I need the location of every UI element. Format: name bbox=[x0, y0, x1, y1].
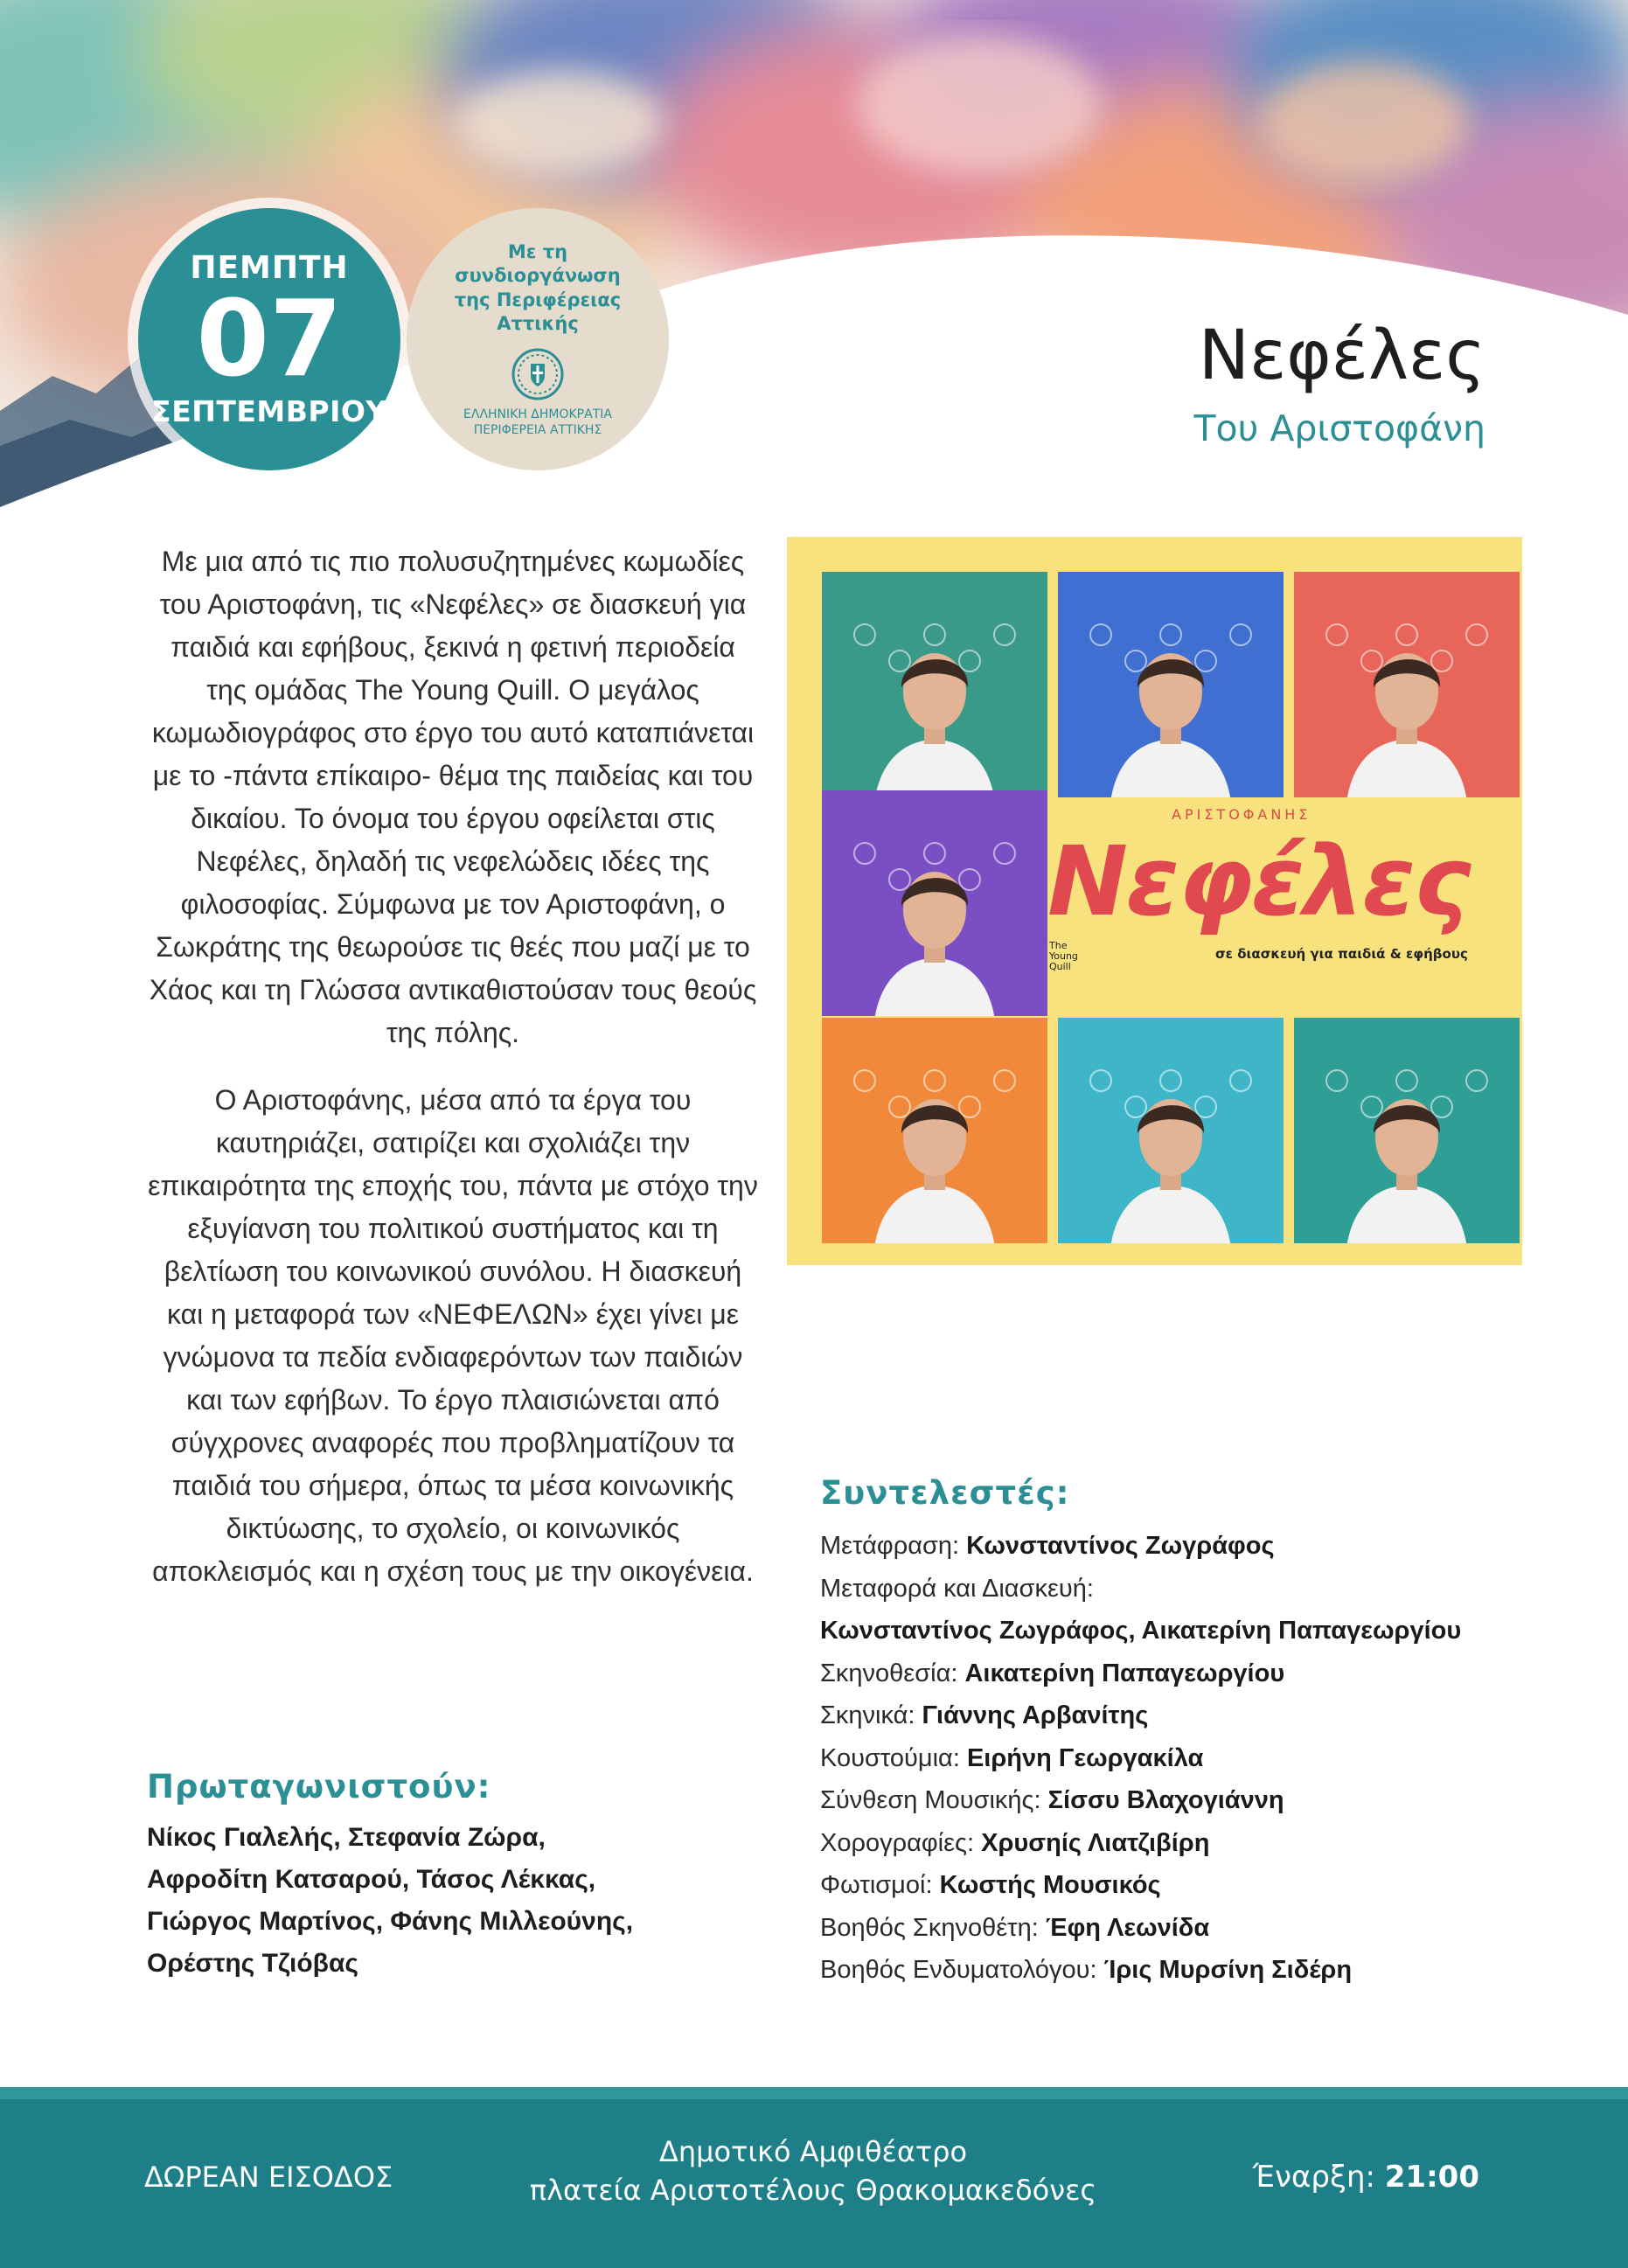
greek-coat-of-arms-icon bbox=[510, 346, 566, 402]
poster-subtitle: σε διασκευή για παιδιά & εφήβους bbox=[1215, 946, 1468, 962]
actor-portrait bbox=[847, 827, 1022, 1016]
credit-name: Σίσσυ Βλαχογιάννη bbox=[1047, 1786, 1284, 1814]
start-time-label: Έναρξη: bbox=[1252, 2160, 1385, 2195]
footer-bar bbox=[0, 2087, 1628, 2268]
start-time bbox=[1253, 2087, 1479, 2268]
play-poster bbox=[787, 537, 1522, 1265]
cosponsor-org-line1: ΕΛΛΗΝΙΚΗ ΔΗΜΟΚΡΑΤΙΑ bbox=[463, 407, 612, 422]
description bbox=[147, 540, 759, 1618]
credit-name: Χρυσηίς Λιατζιβίρη bbox=[981, 1828, 1210, 1857]
credit-row bbox=[820, 1907, 1537, 1950]
venue-address: πλατεία Αριστοτέλους Θρακομακεδόνες bbox=[529, 2174, 1097, 2207]
credit-row bbox=[820, 1822, 1537, 1865]
credit-name: Ίρις Μυρσίνη Σιδέρη bbox=[1103, 1956, 1353, 1984]
poster-tile-7 bbox=[1294, 1018, 1520, 1243]
credit-row bbox=[820, 1779, 1537, 1822]
description-paragraph-2: Ο Αριστοφάνης, μέσα από τα έργα του καυτηριάζει, σατιρίζει και σχολιάζει την επικαιρότητα της εποχής του, πάντα με στόχο την εξυγίανση του πολιτικού συστήματος και τη βελτίωση του κοινωνικού συνόλου. Η διασκευή και η μεταφορά των «ΝΕΦΕΛΩΝ» έχει γίνει με γνώμονα τα πεδία ενδιαφερόντων των παιδιών και των εφήβων. Το έργο πλαισιώνεται από σύγχρονες αναφορές που προβληματίζουν τα παιδιά του σήμερα, όπως τα μέσα κοινωνικής δικτύωσης, το σχολείο, οι κοινωνικός αποκλεισμός και η σχέση τους με την οικογένεια. bbox=[148, 1084, 758, 1587]
play-title: Νεφέλες bbox=[1198, 317, 1485, 395]
credit-name: Ειρήνη Γεωργακίλα bbox=[966, 1743, 1204, 1772]
cast-line: Αφροδίτη Κατσαρού, Τάσος Λέκκας, bbox=[147, 1865, 596, 1894]
poster-company-logo: The Young Quill bbox=[1049, 940, 1078, 973]
actor-portrait bbox=[1083, 1054, 1258, 1243]
cast-list bbox=[147, 1817, 689, 1985]
credit-role: Σκηνικά: bbox=[820, 1701, 922, 1729]
cosponsor-text: Με τη συνδιοργάνωση της Περιφέρειας Αττικής bbox=[454, 240, 622, 334]
poster-tile-1 bbox=[822, 572, 1047, 797]
free-entry-label: ΔΩΡΕΑΝ ΕΙΣΟΔΟΣ bbox=[144, 2160, 393, 2194]
poster-tile-6 bbox=[1058, 1018, 1284, 1243]
credit-role: Χορογραφίες: bbox=[820, 1828, 982, 1857]
credit-row bbox=[820, 1652, 1537, 1695]
credit-name: Κωνσταντίνος Ζωγράφος bbox=[966, 1532, 1275, 1560]
poster-tile-5 bbox=[822, 1018, 1047, 1243]
cast-line: Ορέστης Τζιόβας bbox=[147, 1949, 359, 1978]
credit-name: Κωστής Μουσικός bbox=[939, 1871, 1161, 1899]
credit-role: Σύνθεση Μουσικής: bbox=[820, 1786, 1048, 1814]
credit-role: Βοηθός Σκηνοθέτη: bbox=[820, 1913, 1046, 1942]
credits-heading: Συντελεστές: bbox=[820, 1474, 1070, 1512]
start-time-value: 21:00 bbox=[1384, 2160, 1479, 2195]
cosponsor-org-line2: ΠΕΡΙΦΕΡΕΙΑ ΑΤΤΙΚΗΣ bbox=[473, 422, 602, 437]
credit-role: Σκηνοθεσία: bbox=[820, 1659, 965, 1687]
credit-role: Μεταφορά και Διασκευή: bbox=[820, 1574, 1094, 1603]
venue bbox=[525, 2132, 1102, 2209]
credit-role: Κουστούμια: bbox=[820, 1743, 967, 1772]
cast-heading: Πρωταγωνιστούν: bbox=[147, 1768, 491, 1805]
event-weekday: ΠΕΜΠΤΗ bbox=[190, 250, 349, 286]
credit-row bbox=[820, 1568, 1537, 1611]
poster-title-block bbox=[1040, 790, 1508, 1016]
cosponsor-badge bbox=[407, 208, 669, 470]
description-paragraph-1: Με μια από τις πιο πολυσυζητημένες κωμωδίες του Αριστοφάνη, τις «Νεφέλες» σε διασκευή για παιδιά και εφήβους, ξεκινά η φετινή περιοδεία της ομάδας The Young Quill. Ο μεγάλος κωμωδιογράφος στο έργο του αυτό καταπιάνεται με το -πάντα επίκαιρο- θέμα της παιδείας και του δικαίου. Το όνομα του έργου οφείλεται στις Νεφέλες, δηλαδή τις νεφελώδεις ιδέες της φιλοσοφίας. Σύμφωνα με τον Αριστοφάνη, ο Σωκράτης της θεωρούσε τις θεές που μαζί με το Χάος και τη Γλώσσα αντικαθιστούσαν τους θεούς της πόλης. bbox=[149, 546, 757, 1048]
poster-tile-3 bbox=[1294, 572, 1520, 797]
cast-line: Γιώργος Μαρτίνος, Φάνης Μιλλεούνης, bbox=[147, 1907, 634, 1936]
actor-portrait bbox=[1319, 1054, 1494, 1243]
credit-row bbox=[820, 1864, 1537, 1907]
date-badge bbox=[138, 208, 400, 470]
credit-row bbox=[820, 1694, 1537, 1737]
credit-name: Έφη Λεωνίδα bbox=[1045, 1913, 1210, 1942]
actor-portrait bbox=[1083, 609, 1258, 797]
actor-portrait bbox=[1319, 609, 1494, 797]
poster-title: Νεφέλες bbox=[1047, 825, 1470, 937]
poster-tile-4 bbox=[822, 790, 1047, 1016]
play-subtitle: Του Αριστοφάνη bbox=[1193, 407, 1485, 449]
event-month: ΣΕΠΤΕΜΒΡΙΟΥ bbox=[151, 394, 387, 428]
credit-row bbox=[820, 1737, 1537, 1780]
credit-role: Φωτισμοί: bbox=[820, 1871, 940, 1899]
event-day: 07 bbox=[196, 279, 343, 400]
credit-role: Βοηθός Ενδυματολόγου: bbox=[820, 1956, 1104, 1984]
credit-name: Αικατερίνη Παπαγεωργίου bbox=[964, 1659, 1285, 1687]
actor-portrait bbox=[847, 609, 1022, 797]
cast-line: Νίκος Γιαλελής, Στεφανία Ζώρα, bbox=[147, 1823, 546, 1852]
credit-name: Γιάννης Αρβανίτης bbox=[922, 1701, 1149, 1729]
credit-row bbox=[820, 1949, 1537, 1992]
credit-row bbox=[820, 1525, 1537, 1568]
credit-name: Κωνσταντίνος Ζωγράφος, Αικατερίνη Παπαγεωργίου bbox=[820, 1617, 1462, 1645]
poster-author: ΑΡΙΣΤΟΦΑΝΗΣ bbox=[1172, 806, 1311, 823]
credits-list bbox=[820, 1525, 1537, 1992]
actor-portrait bbox=[847, 1054, 1022, 1243]
venue-name: Δημοτικό Αμφιθέατρο bbox=[658, 2135, 968, 2168]
poster-tile-2 bbox=[1058, 572, 1284, 797]
credit-row bbox=[820, 1610, 1537, 1652]
credit-role: Μετάφραση: bbox=[820, 1532, 967, 1560]
